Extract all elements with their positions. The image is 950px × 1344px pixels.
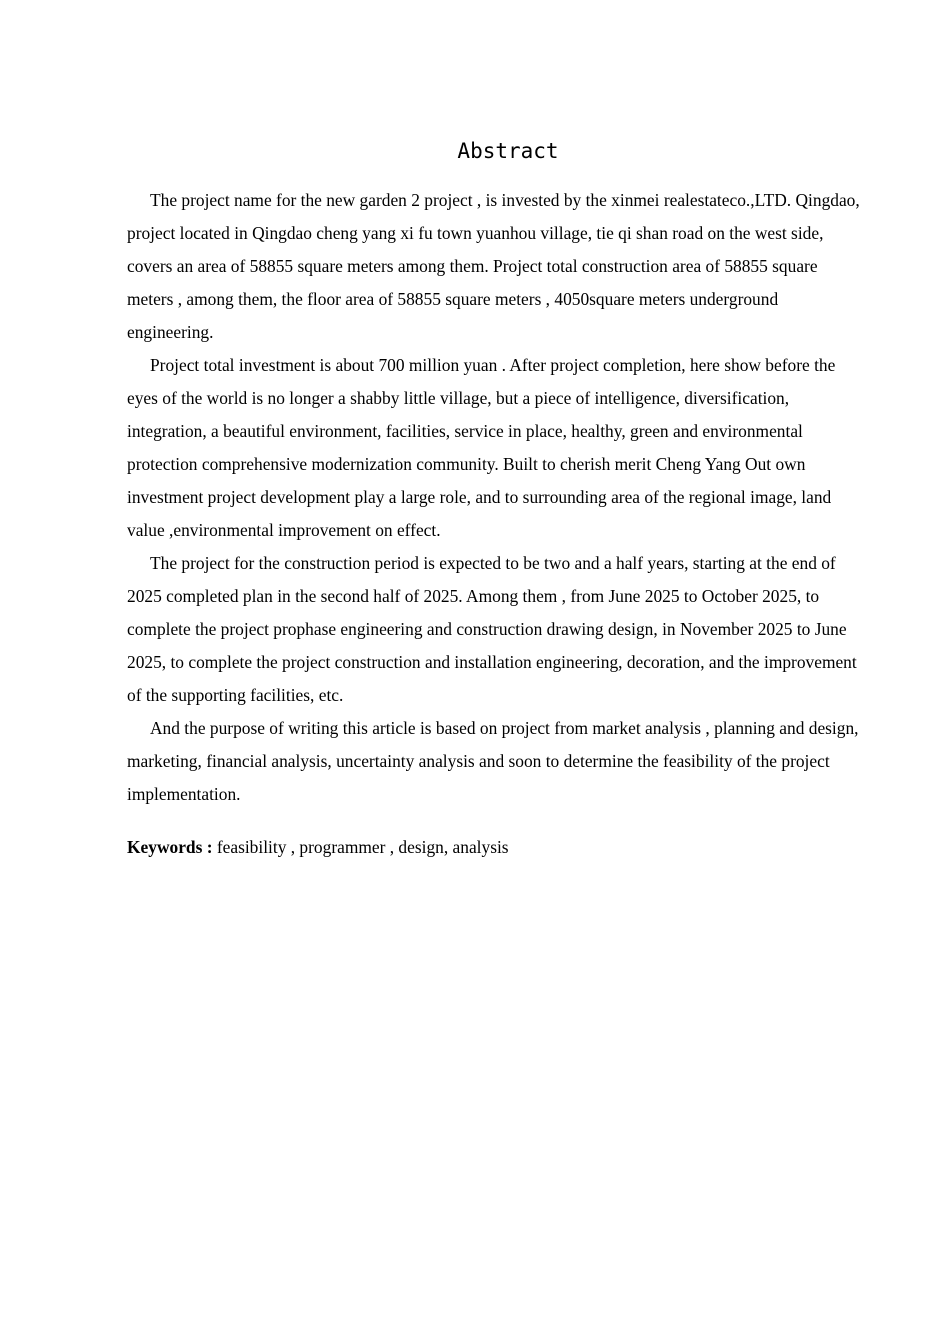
abstract-paragraph-2: Project total investment is about 700 million yuan . After project completion, here show before the eyes of the world is no longer a shabby little village, but a piece of intelligence, diversification, integration, a beautiful environment, facilities, service in place, healthy, green and environmental protection comprehensive modernization community. Built to cherish merit Cheng Yang Out own investment project development play a large role, and to surrounding area of the regional image, land value ,environmental improvement on effect. (127, 355, 836, 540)
keywords-label: Keywords : (127, 837, 213, 857)
abstract-body (127, 184, 861, 864)
abstract-title: Abstract (457, 139, 559, 163)
keywords-line (127, 831, 861, 864)
abstract-paragraph-3: The project for the construction period is expected to be two and a half years, starting at the end of 2025 completed plan in the second half of 2025. Among them , from June 2025 to October 2025, to complete the project prophase engineering and construction drawing design, in November 2025 to June 2025, to complete the project construction and installation engineering, decoration, and the improvement of the supporting facilities, etc. (127, 553, 857, 705)
abstract-paragraph-4: And the purpose of writing this article is based on project from market analysis , planning and design, marketing, financial analysis, uncertainty analysis and soon to determine the feasibility of the project implementation. (127, 718, 859, 804)
abstract-paragraph-1: The project name for the new garden 2 project , is invested by the xinmei realestateco.,LTD. Qingdao, project located in Qingdao cheng yang xi fu town yuanhou village, tie qi shan road on the west side, covers an area of 58855 square meters among them. Project total construction area of 58855 square meters , among them, the floor area of 58855 square meters , 4050square meters underground engineering. (127, 190, 860, 342)
keywords-value: feasibility , programmer , design, analysis (212, 837, 509, 857)
